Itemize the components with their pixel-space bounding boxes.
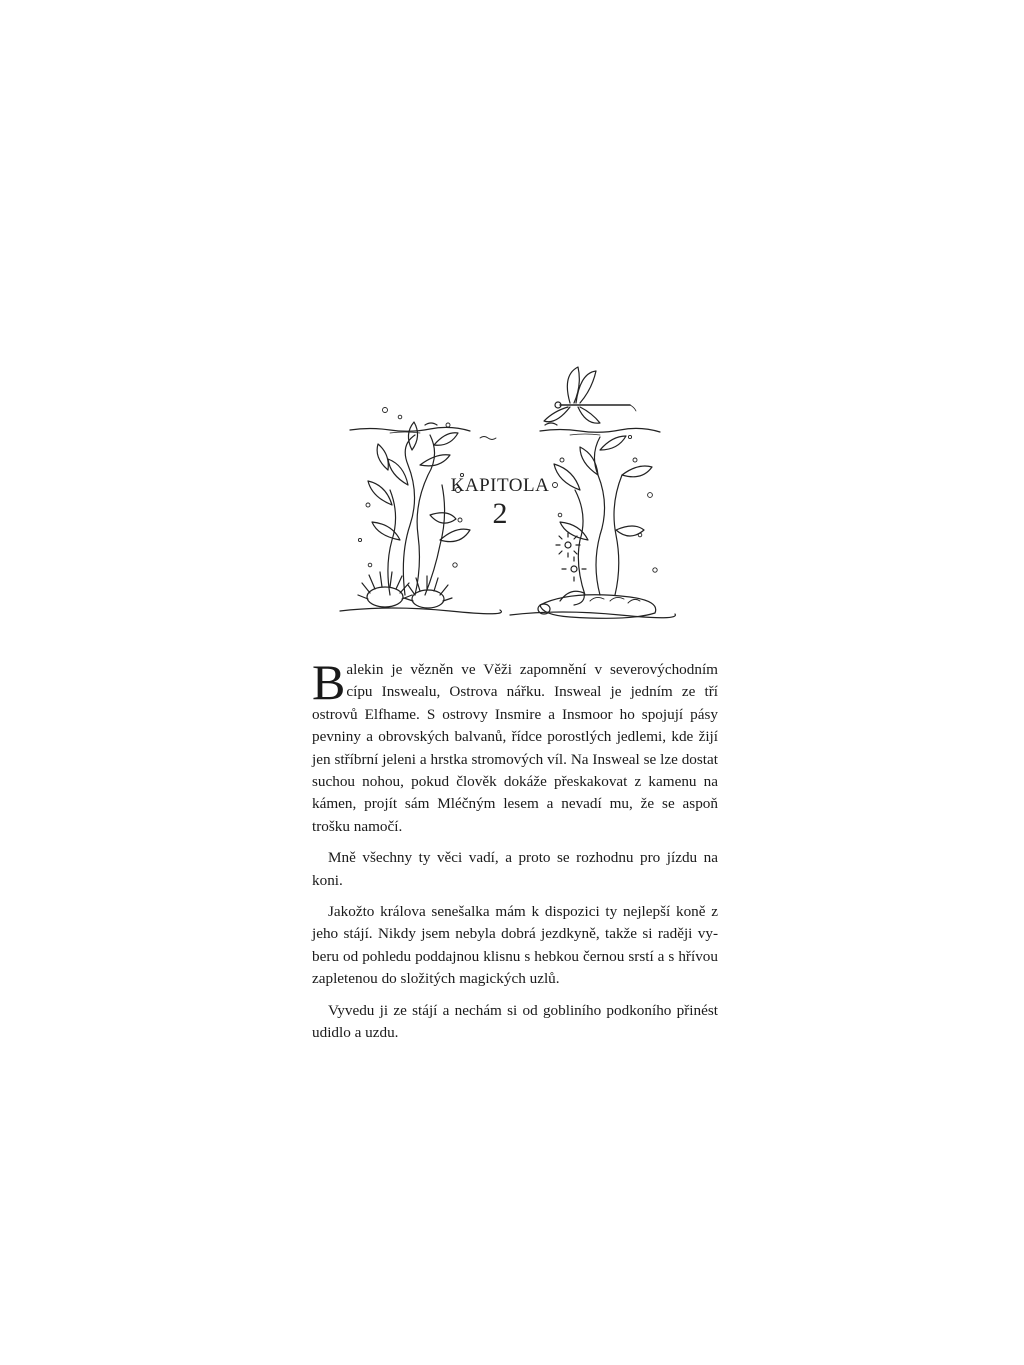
chapter-heading [440,476,560,529]
chapter-number: 2 [492,497,508,530]
dragonfly-icon [544,367,636,423]
chapter-text [312,654,718,1045]
chapter-label: KAPITOLA [450,475,550,496]
dropcap: B [312,654,346,710]
paragraph-4: Vyvedu ji ze stájí a nechám si od gobliního podkoního přinést udidlo a uzdu. [312,1001,718,1042]
paragraph-3: Jakožto králova senešalka mám k dispozici ty nejlepší koně z jeho stájí. Nikdy jsem nebyla dobrá jezdkyně, takže si raději vyberu od pohledu poddajnou klisnu s hebkou černou srstí a s hřívou zapletenou do složitých magických uzlů. [312,903,718,988]
log-icon [538,591,656,618]
paragraph-1-text: alekin je vězněn ve Věži zapomnění v severovýchodním cípu Inswealu, Ostrova nářku. Insweal je jedním ze tří ostrovů Elfhame. S ostrovy Insmire a Insmoor ho spojují pásy pevniny a obrovských balvanů, řídce porostlých jedlemi, kde žijí jen stříbrní jeleni a hrstka stromových víl. Na Insweal se lze dostat suchou nohou, pokud člověk dokáže přeskakovat z kamenu na kámen, projít sám Mléčným lesem a nevadí mu, že se aspoň trošku namočí. [312,661,718,835]
paragraph-2: Mně všechny ty věci vadí, a proto se rozhodnu pro jízdu na koni. [312,849,718,889]
paragraph-1 [312,654,718,838]
